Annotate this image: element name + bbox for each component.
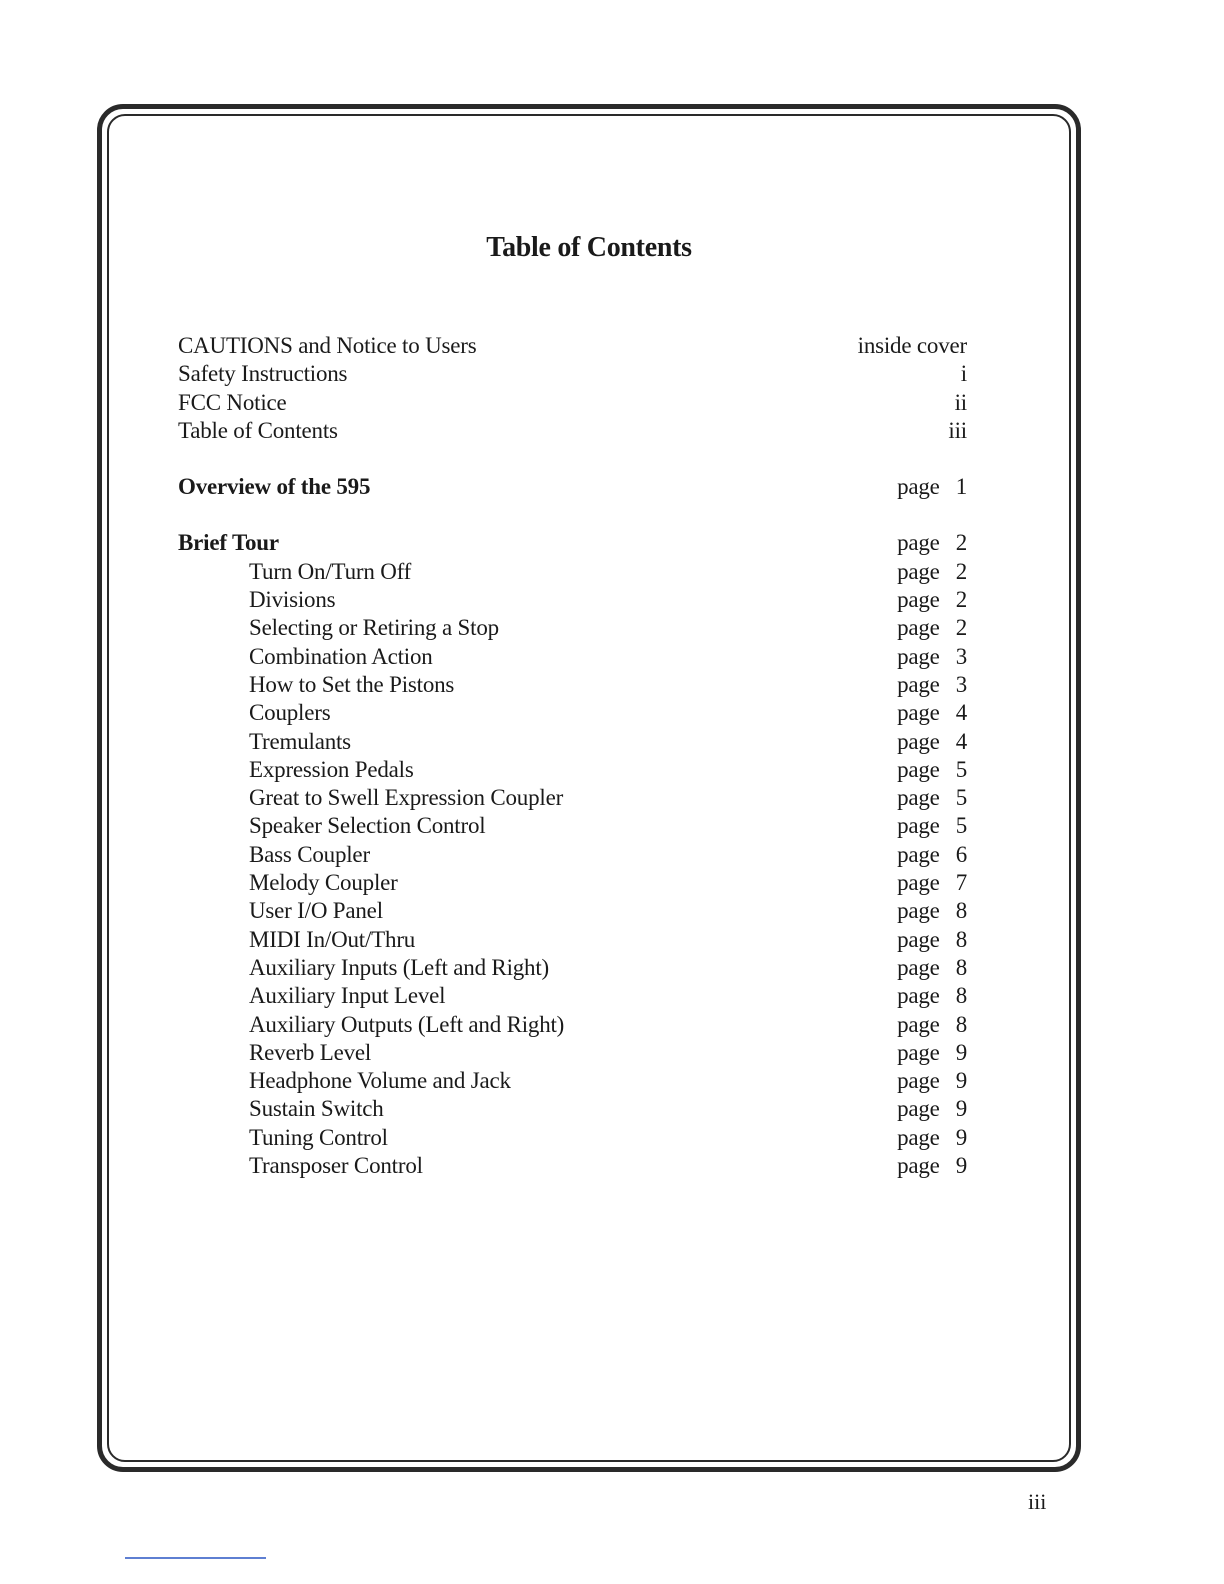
toc-entry <box>178 330 967 358</box>
table-of-contents-list <box>178 330 967 1178</box>
toc-entry <box>178 1150 967 1178</box>
toc-entry-page-word: page <box>897 1096 940 1122</box>
toc-entry-page-ref: ii <box>954 389 967 415</box>
toc-entry-title: Auxiliary Input Level <box>249 983 446 1009</box>
toc-entry-page-number: 9 <box>955 1039 967 1065</box>
toc-entry-title: Overview of the 595 <box>178 474 371 500</box>
toc-entry-title: User I/O Panel <box>249 898 383 924</box>
toc-entry-page-word: page <box>897 983 940 1009</box>
toc-entry-page-word: page <box>897 671 940 697</box>
toc-entry-page-word: page <box>897 530 940 556</box>
toc-entry-title: How to Set the Pistons <box>249 671 455 697</box>
toc-entry-page-number: 2 <box>955 615 967 641</box>
toc-entry-page-ref <box>897 784 967 812</box>
toc-entry-title: Tremulants <box>249 728 351 754</box>
toc-entry-page-number: 8 <box>955 898 967 924</box>
toc-entry-page-number: 9 <box>955 1068 967 1094</box>
toc-entry-page-ref <box>897 1095 967 1123</box>
scan-artifact-line <box>125 1557 266 1559</box>
toc-entry-title: Tuning Control <box>249 1124 388 1150</box>
toc-entry-page-ref <box>897 1067 967 1095</box>
toc-entry-title: Divisions <box>249 587 336 613</box>
toc-entry-page-ref <box>897 671 967 699</box>
toc-entry-page-ref <box>897 982 967 1010</box>
toc-entry-page-ref <box>897 728 967 756</box>
toc-entry-title: Brief Tour <box>178 530 279 556</box>
toc-entry-title: Melody Coupler <box>249 870 398 896</box>
toc-entry <box>178 782 967 810</box>
toc-entry-page-word: page <box>897 898 940 924</box>
toc-entry <box>178 1093 967 1121</box>
toc-entry <box>178 810 967 838</box>
toc-entry-page-number: 3 <box>955 643 967 669</box>
toc-entry-page-ref: inside cover <box>857 333 967 358</box>
toc-entry-page-number: 6 <box>955 841 967 867</box>
toc-entry-page-number: 2 <box>955 530 967 556</box>
toc-entry <box>178 1009 967 1037</box>
toc-entry-title: Speaker Selection Control <box>249 813 486 839</box>
toc-entry-page-number: 9 <box>955 1096 967 1122</box>
toc-entry <box>178 1065 967 1093</box>
toc-entry-page-ref <box>897 529 967 557</box>
toc-entry-title: MIDI In/Out/Thru <box>249 926 416 952</box>
toc-entry <box>178 1037 967 1065</box>
toc-entry-title: Expression Pedals <box>249 756 414 782</box>
toc-entry-title: FCC Notice <box>178 389 287 415</box>
page-number: iii <box>1028 1489 1047 1514</box>
toc-entry-page-ref <box>897 643 967 671</box>
toc-entry <box>178 726 967 754</box>
toc-entry-title: Sustain Switch <box>249 1096 384 1122</box>
toc-entry-page-number: 9 <box>955 1153 967 1179</box>
toc-entry-page-word: page <box>897 615 940 641</box>
toc-entry-page-ref <box>897 841 967 869</box>
toc-entry <box>178 415 967 443</box>
toc-entry-page-number: 8 <box>955 983 967 1009</box>
toc-entry-title: Safety Instructions <box>178 361 348 387</box>
toc-entry-page-ref <box>897 954 967 982</box>
toc-entry-title: Turn On/Turn Off <box>249 558 412 584</box>
toc-entry-title: CAUTIONS and Notice to Users <box>178 333 477 358</box>
toc-entry-page-word: page <box>897 474 940 500</box>
toc-entry-page-word: page <box>897 1039 940 1065</box>
toc-entry-title: Great to Swell Expression Coupler <box>249 785 564 811</box>
toc-entry <box>178 387 967 415</box>
toc-entry <box>178 839 967 867</box>
toc-entry-page-number: 8 <box>955 926 967 952</box>
toc-entry-page-ref <box>897 756 967 784</box>
toc-entry-page-word: page <box>897 870 940 896</box>
toc-entry-page-ref <box>897 1039 967 1067</box>
toc-entry-page-word: page <box>897 756 940 782</box>
toc-entry <box>178 924 967 952</box>
toc-entry-page-word: page <box>897 587 940 613</box>
toc-entry <box>178 471 967 499</box>
toc-entry-page-ref <box>897 473 967 501</box>
toc-entry-page-ref <box>897 586 967 614</box>
toc-entry-page-ref <box>897 926 967 954</box>
toc-entry-page-number: 7 <box>955 870 967 896</box>
toc-entry-page-ref <box>897 897 967 925</box>
toc-entry-title: Headphone Volume and Jack <box>249 1068 511 1094</box>
toc-entry <box>178 980 967 1008</box>
toc-entry <box>178 641 967 669</box>
toc-entry-page-number: 5 <box>955 756 967 782</box>
toc-entry <box>178 697 967 725</box>
toc-entry-title: Couplers <box>249 700 331 726</box>
toc-entry-title: Auxiliary Outputs (Left and Right) <box>249 1011 565 1037</box>
toc-entry-page-ref <box>897 558 967 586</box>
toc-entry-page-number: 9 <box>955 1124 967 1150</box>
toc-entry-title: Table of Contents <box>178 417 338 443</box>
toc-entry-page-word: page <box>897 841 940 867</box>
toc-entry <box>178 527 967 555</box>
toc-entry-page-number: 3 <box>955 671 967 697</box>
toc-entry-page-word: page <box>897 1011 940 1037</box>
toc-entry-page-word: page <box>897 558 940 584</box>
toc-entry-page-number: 4 <box>955 700 967 726</box>
toc-entry-page-ref <box>897 812 967 840</box>
toc-entry-page-word: page <box>897 1068 940 1094</box>
toc-entry-title: Reverb Level <box>249 1039 372 1065</box>
toc-entry-page-number: 4 <box>955 728 967 754</box>
toc-entry <box>178 358 967 386</box>
toc-entry-title: Selecting or Retiring a Stop <box>249 615 499 641</box>
toc-entry-page-word: page <box>897 954 940 980</box>
toc-entry <box>178 612 967 640</box>
toc-entry <box>178 584 967 612</box>
toc-entry <box>178 754 967 782</box>
toc-entry-page-word: page <box>897 785 940 811</box>
toc-entry-title: Auxiliary Inputs (Left and Right) <box>249 954 550 980</box>
toc-entry-page-number: 2 <box>955 587 967 613</box>
toc-entry-page-ref: iii <box>948 417 967 443</box>
toc-entry-page-word: page <box>897 813 940 839</box>
toc-entry-page-ref <box>897 1124 967 1152</box>
toc-entry <box>178 669 967 697</box>
toc-entry-page-number: 5 <box>955 813 967 839</box>
toc-entry-title: Bass Coupler <box>249 841 370 867</box>
toc-entry-page-ref <box>897 1011 967 1039</box>
toc-entry <box>178 867 967 895</box>
toc-entry-title: Transposer Control <box>249 1153 423 1179</box>
toc-entry <box>178 895 967 923</box>
toc-entry-page-word: page <box>897 728 940 754</box>
toc-entry-page-ref <box>897 699 967 727</box>
page-title: Table of Contents <box>486 232 692 263</box>
toc-entry-page-number: 1 <box>955 474 967 500</box>
toc-entry <box>178 556 967 584</box>
toc-entry-page-number: 2 <box>955 558 967 584</box>
toc-entry-page-word: page <box>897 1153 940 1179</box>
toc-entry-title: Combination Action <box>249 643 433 669</box>
toc-entry-page-word: page <box>897 1124 940 1150</box>
toc-entry-page-number: 8 <box>955 1011 967 1037</box>
toc-entry <box>178 1122 967 1150</box>
toc-entry-page-ref: i <box>960 361 967 387</box>
toc-entry-page-word: page <box>897 643 940 669</box>
toc-entry-page-number: 8 <box>955 954 967 980</box>
toc-entry-page-ref <box>897 1152 967 1180</box>
toc-entry-page-word: page <box>897 926 940 952</box>
toc-entry <box>178 952 967 980</box>
toc-entry-page-word: page <box>897 700 940 726</box>
toc-entry-page-ref <box>897 614 967 642</box>
toc-entry-page-number: 5 <box>955 785 967 811</box>
toc-entry-page-ref <box>897 869 967 897</box>
